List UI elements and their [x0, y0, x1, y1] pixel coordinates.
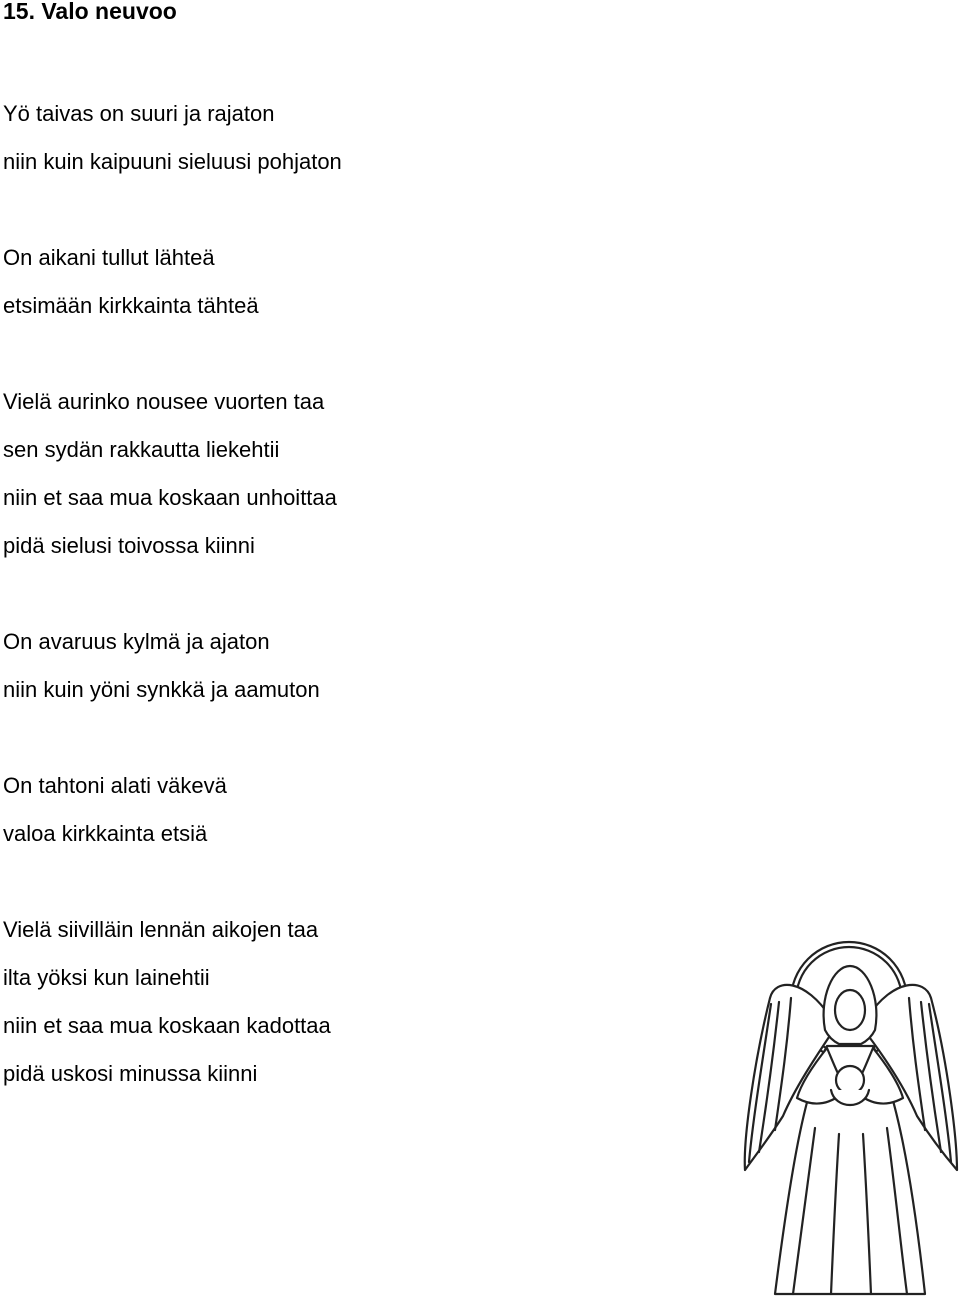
poem-line: On aikani tullut lähteä — [3, 245, 215, 270]
poem-line: valoa kirkkainta etsiä — [3, 821, 208, 846]
poem-line: Yö taivas on suuri ja rajaton — [3, 101, 275, 126]
stanza-5 — [3, 762, 723, 858]
poem-line: niin kuin kaipuuni sieluusi pohjaton — [3, 149, 342, 174]
stanza-2 — [3, 234, 723, 330]
poem-line: niin et saa mua koskaan kadottaa — [3, 1013, 331, 1038]
page-title: 15. Valo neuvoo — [3, 0, 177, 24]
poem-line: Vielä aurinko nousee vuorten taa — [3, 389, 325, 414]
stanza-1 — [3, 90, 723, 186]
poem-line: etsimään kirkkainta tähteä — [3, 293, 259, 318]
poem-line: pidä sielusi toivossa kiinni — [3, 533, 255, 558]
stanza-3 — [3, 378, 723, 570]
poem-line: ilta yöksi kun lainehtii — [3, 965, 210, 990]
poem-line: On tahtoni alati väkevä — [3, 773, 227, 798]
stanza-6 — [3, 906, 723, 1098]
poem-line: niin et saa mua koskaan unhoittaa — [3, 485, 337, 510]
stanza-4 — [3, 618, 723, 714]
poem-line: Vielä siivilläin lennän aikojen taa — [3, 917, 319, 942]
poem-line: sen sydän rakkautta liekehtii — [3, 437, 280, 462]
poem-line: pidä uskosi minussa kiinni — [3, 1061, 258, 1086]
poem-line: On avaruus kylmä ja ajaton — [3, 629, 270, 654]
poem — [3, 90, 723, 1146]
angel-outline-icon — [735, 938, 960, 1298]
poem-line: niin kuin yöni synkkä ja aamuton — [3, 677, 320, 702]
